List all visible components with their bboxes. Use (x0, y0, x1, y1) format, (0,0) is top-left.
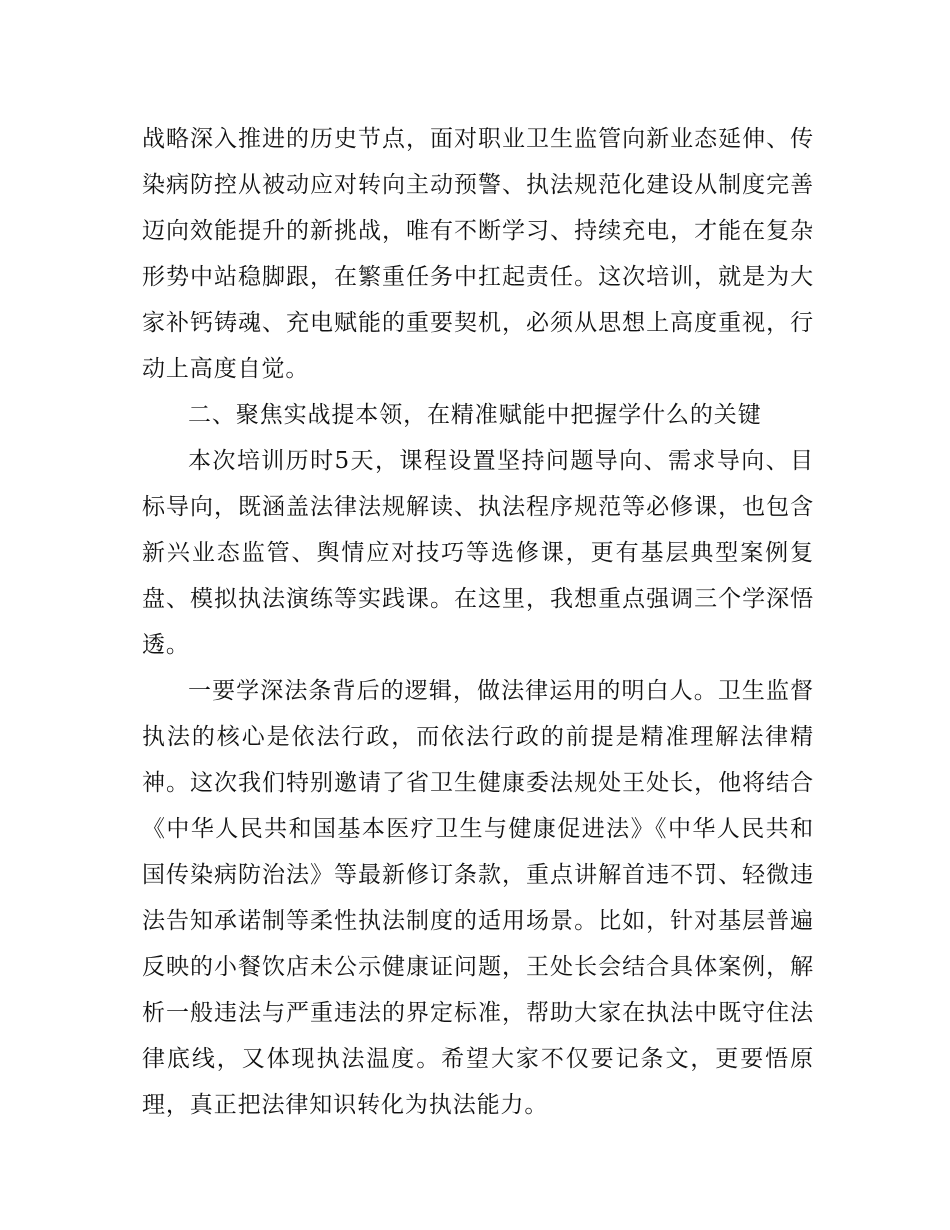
document-body (142, 116, 814, 1128)
paragraph-law-study: 一要学深法条背后的逻辑，做法律运用的明白人。卫生监督执法的核心是依法行政，而依法行政的前提是精准理解法律精神。这次我们特别邀请了省卫生健康委法规处王处长，他将结合《中华人民共和国基本医疗卫生与健康促进法》《中华人民共和国传染病防治法》等最新修订条款，重点讲解首违不罚、轻微违法告知承诺制等柔性执法制度的适用场景。比如，针对基层普遍反映的小餐饮店未公示健康证问题，王处长会结合具体案例，解析一般违法与严重违法的界定标准，帮助大家在执法中既守住法律底线，又体现执法温度。希望大家不仅要记条文，更要悟原理，真正把法律知识转化为执法能力。 (142, 678, 814, 1118)
paragraph-training-overview: 本次培训历时5天，课程设置坚持问题导向、需求导向、目标导向，既涵盖法律法规解读、执法程序规范等必修课，也包含新兴业态监管、舆情应对技巧等选修课，更有基层典型案例复盘、模拟执法演练等实践课。在这里，我想重点强调三个学深悟透。 (142, 448, 814, 658)
section-heading: 二、聚焦实战提本领，在精准赋能中把握学什么的关键 (188, 402, 762, 428)
paragraph-continuation: 战略深入推进的历史节点，面对职业卫生监管向新业态延伸、传染病防控从被动应对转向主动预警、执法规范化建设从制度完善迈向效能提升的新挑战，唯有不断学习、持续充电，才能在复杂形势中站稳脚跟，在繁重任务中扛起责任。这次培训，就是为大家补钙铸魂、充电赋能的重要契机，必须从思想上高度重视，行动上高度自觉。 (142, 126, 814, 382)
